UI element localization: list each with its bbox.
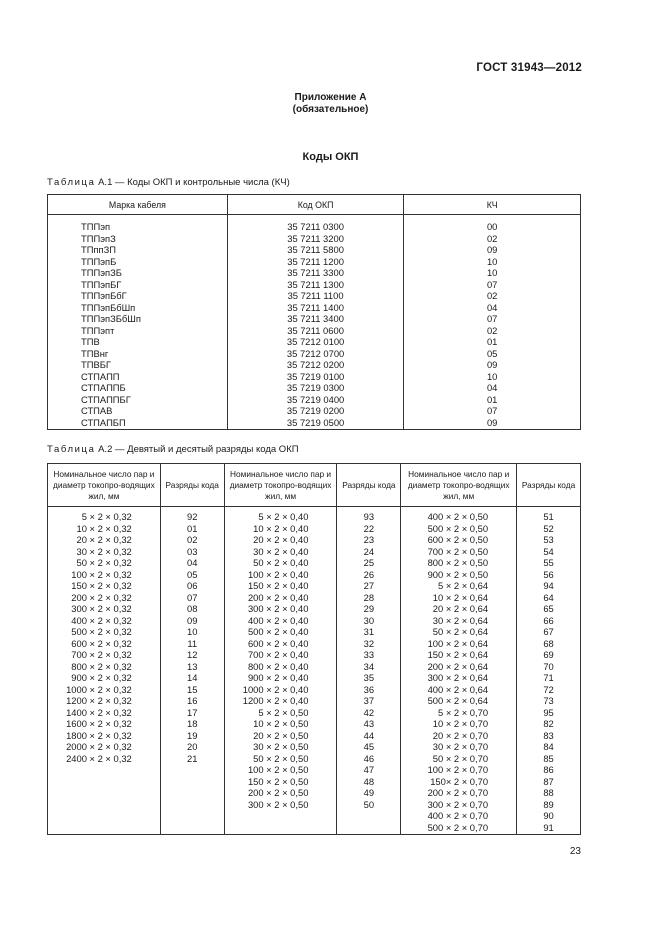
table2-cell: 29 bbox=[337, 603, 401, 615]
table2-cell: 50 × 2 × 0,70 bbox=[401, 753, 517, 765]
table1-cell: 01 bbox=[404, 394, 581, 406]
table2-cell: 300 × 2 × 0,70 bbox=[401, 799, 517, 811]
table1-cell: 01 bbox=[404, 336, 581, 348]
table1-cell: СТПАВ bbox=[48, 405, 228, 417]
table2-cell: 200 × 2 × 0,50 bbox=[224, 787, 337, 799]
table2-cell: 92 bbox=[160, 507, 224, 523]
table2-cell bbox=[224, 810, 337, 822]
table2-cell: 70 bbox=[517, 661, 581, 673]
table-row bbox=[48, 580, 581, 592]
table2-cell: 300 × 2 × 0,50 bbox=[224, 799, 337, 811]
table2-cell: 100 × 2 × 0,70 bbox=[401, 764, 517, 776]
table1-cell: 35 7212 0100 bbox=[227, 336, 404, 348]
table2-cell: 45 bbox=[337, 741, 401, 753]
table1-cell: 35 7211 1400 bbox=[227, 302, 404, 314]
table1-cell: 35 7219 0100 bbox=[227, 371, 404, 383]
table2-cell: 83 bbox=[517, 730, 581, 742]
table1-cell: 35 7219 0300 bbox=[227, 382, 404, 394]
table1-cell: 02 bbox=[404, 325, 581, 337]
table-row bbox=[48, 799, 581, 811]
table-row bbox=[48, 695, 581, 707]
table2-cell: 48 bbox=[337, 776, 401, 788]
annex-title: Приложение А bbox=[294, 92, 367, 103]
table2-cell: 10 bbox=[160, 626, 224, 638]
table2-cell: 27 bbox=[337, 580, 401, 592]
table2-caption bbox=[47, 444, 299, 455]
table2-cell: 56 bbox=[517, 569, 581, 581]
table-row bbox=[48, 557, 581, 569]
table2-cell: 2400 × 2 × 0,32 bbox=[48, 753, 161, 765]
table2-cell: 20 bbox=[160, 741, 224, 753]
table2-cell: 89 bbox=[517, 799, 581, 811]
table1-cell: ТППэпБГ bbox=[48, 279, 228, 291]
table2-cell bbox=[48, 776, 161, 788]
table2-cell: 71 bbox=[517, 672, 581, 684]
table2-cell: 88 bbox=[517, 787, 581, 799]
table2-cell: 43 bbox=[337, 718, 401, 730]
table2-cell bbox=[48, 822, 161, 835]
table1-header-row bbox=[48, 195, 581, 215]
table2-cell bbox=[337, 822, 401, 835]
table2-cell: 11 bbox=[160, 638, 224, 650]
table-row bbox=[48, 615, 581, 627]
annex-heading: Коды ОКП bbox=[302, 151, 359, 163]
table2-cell: 20 × 2 × 0,50 bbox=[224, 730, 337, 742]
table2-caption-text: А.2 — Девятый и десятый разряды кода ОКП bbox=[95, 444, 299, 455]
table2-cell: 36 bbox=[337, 684, 401, 696]
table-row bbox=[48, 672, 581, 684]
table1-caption-label: Таблица bbox=[47, 177, 96, 188]
table2-cell: 400 × 2 × 0,70 bbox=[401, 810, 517, 822]
table1-cell: 07 bbox=[404, 405, 581, 417]
table-row bbox=[48, 233, 581, 245]
table1-cell: ТППэпБбГ bbox=[48, 290, 228, 302]
table2-cell: 91 bbox=[517, 822, 581, 835]
table2-cell: 46 bbox=[337, 753, 401, 765]
table2-cell: 14 bbox=[160, 672, 224, 684]
table2-cell: 94 bbox=[517, 580, 581, 592]
table2-cell: 24 bbox=[337, 546, 401, 558]
table2-cell bbox=[160, 810, 224, 822]
table2-cell: 150× 2 × 0,70 bbox=[401, 776, 517, 788]
table1-cell: СТПАППБ bbox=[48, 382, 228, 394]
table2-cell: 1600 × 2 × 0,32 bbox=[48, 718, 161, 730]
table2-cell: 1800 × 2 × 0,32 bbox=[48, 730, 161, 742]
table1-cell: ТППэпЗБ bbox=[48, 267, 228, 279]
table2-cell: 900 × 2 × 0,40 bbox=[224, 672, 337, 684]
table2-cell: 100 × 2 × 0,40 bbox=[224, 569, 337, 581]
table2-cell: 50 × 2 × 0,64 bbox=[401, 626, 517, 638]
table2-cell: 85 bbox=[517, 753, 581, 765]
table2-cell: 35 bbox=[337, 672, 401, 684]
table2-cell bbox=[48, 810, 161, 822]
table2-cell: 93 bbox=[337, 507, 401, 523]
table-row bbox=[48, 382, 581, 394]
table1-cell: 10 bbox=[404, 267, 581, 279]
table2-cell: 22 bbox=[337, 523, 401, 535]
table2-cell: 900 × 2 × 0,50 bbox=[401, 569, 517, 581]
table2-cell: 90 bbox=[517, 810, 581, 822]
table-row bbox=[48, 523, 581, 535]
table-row bbox=[48, 279, 581, 291]
table-row bbox=[48, 417, 581, 430]
table2-cell: 84 bbox=[517, 741, 581, 753]
table1-cell: 35 7211 1100 bbox=[227, 290, 404, 302]
table2-cell: 700 × 2 × 0,40 bbox=[224, 649, 337, 661]
table2-cell: 67 bbox=[517, 626, 581, 638]
table1-cell: 02 bbox=[404, 233, 581, 245]
table2-cell: 72 bbox=[517, 684, 581, 696]
table-row bbox=[48, 684, 581, 696]
table1-cell: 35 7211 3300 bbox=[227, 267, 404, 279]
table2-header-cell: Номинальное число пар и диаметр токопро-водящих жил, мм bbox=[401, 464, 517, 507]
table2-cell: 1000 × 2 × 0,40 bbox=[224, 684, 337, 696]
table2-cell: 33 bbox=[337, 649, 401, 661]
table2-header-row bbox=[48, 464, 581, 507]
table2-cell: 150 × 2 × 0,40 bbox=[224, 580, 337, 592]
table2-header-cell: Разряды кода bbox=[337, 464, 401, 507]
table2-cell: 64 bbox=[517, 592, 581, 604]
table2-cell: 600 × 2 × 0,50 bbox=[401, 534, 517, 546]
table1-cell: СТПАПП bbox=[48, 371, 228, 383]
table2-cell: 17 bbox=[160, 707, 224, 719]
table2-cell: 01 bbox=[160, 523, 224, 535]
table-row bbox=[48, 394, 581, 406]
table2-cell: 800 × 2 × 0,32 bbox=[48, 661, 161, 673]
table1-cell: ТППэпЗБбШп bbox=[48, 313, 228, 325]
table2-cell: 55 bbox=[517, 557, 581, 569]
table-row bbox=[48, 718, 581, 730]
table1-cell: 35 7219 0400 bbox=[227, 394, 404, 406]
table2-cell: 500 × 2 × 0,40 bbox=[224, 626, 337, 638]
table2-cell: 5 × 2 × 0,70 bbox=[401, 707, 517, 719]
table2-cell: 21 bbox=[160, 753, 224, 765]
table-row bbox=[48, 405, 581, 417]
table2-cell: 04 bbox=[160, 557, 224, 569]
table1-cell: 04 bbox=[404, 302, 581, 314]
table2-cell: 65 bbox=[517, 603, 581, 615]
table2-cell: 1200 × 2 × 0,32 bbox=[48, 695, 161, 707]
table2-cell: 51 bbox=[517, 507, 581, 523]
table-row bbox=[48, 822, 581, 835]
table1-cell: 35 7211 5800 bbox=[227, 244, 404, 256]
table-row bbox=[48, 707, 581, 719]
table-row bbox=[48, 534, 581, 546]
table-row bbox=[48, 313, 581, 325]
table1-cell: 35 7211 1300 bbox=[227, 279, 404, 291]
table2-cell: 08 bbox=[160, 603, 224, 615]
table2-cell: 2000 × 2 × 0,32 bbox=[48, 741, 161, 753]
table2-cell: 100 × 2 × 0,32 bbox=[48, 569, 161, 581]
table-row bbox=[48, 244, 581, 256]
table2-cell: 25 bbox=[337, 557, 401, 569]
table2-cell bbox=[48, 764, 161, 776]
okp-codes-table bbox=[47, 194, 581, 430]
table1-cell: 35 7219 0500 bbox=[227, 417, 404, 430]
code-digits-table bbox=[47, 463, 581, 835]
annex-status: (обязательное) bbox=[292, 104, 369, 115]
table2-cell: 34 bbox=[337, 661, 401, 673]
table2-cell: 50 × 2 × 0,40 bbox=[224, 557, 337, 569]
table1-cell: ТППэп bbox=[48, 215, 228, 233]
table2-cell bbox=[224, 822, 337, 835]
table1-cell: 10 bbox=[404, 371, 581, 383]
table2-cell: 30 × 2 × 0,70 bbox=[401, 741, 517, 753]
table2-cell: 10 × 2 × 0,40 bbox=[224, 523, 337, 535]
table2-cell bbox=[337, 810, 401, 822]
table2-cell: 54 bbox=[517, 546, 581, 558]
table-row bbox=[48, 787, 581, 799]
annex-block bbox=[0, 92, 661, 116]
table1-cell: 35 7211 3200 bbox=[227, 233, 404, 245]
table2-cell: 200 × 2 × 0,70 bbox=[401, 787, 517, 799]
table1-cell: 07 bbox=[404, 279, 581, 291]
table1-header-cell: КЧ bbox=[404, 195, 581, 215]
table2-cell: 600 × 2 × 0,32 bbox=[48, 638, 161, 650]
table-row bbox=[48, 507, 581, 523]
table1-cell: 35 7211 3400 bbox=[227, 313, 404, 325]
table2-cell: 20 × 2 × 0,40 bbox=[224, 534, 337, 546]
table2-cell: 87 bbox=[517, 776, 581, 788]
table-row bbox=[48, 776, 581, 788]
table-row bbox=[48, 753, 581, 765]
table2-cell: 50 × 2 × 0,32 bbox=[48, 557, 161, 569]
table2-cell: 52 bbox=[517, 523, 581, 535]
table2-cell: 200 × 2 × 0,64 bbox=[401, 661, 517, 673]
table1-cell: 00 bbox=[404, 215, 581, 233]
table2-cell: 10 × 2 × 0,70 bbox=[401, 718, 517, 730]
table1-caption bbox=[47, 177, 290, 188]
table2-cell: 30 × 2 × 0,50 bbox=[224, 741, 337, 753]
table1-header-cell: Код ОКП bbox=[227, 195, 404, 215]
table2-cell bbox=[160, 787, 224, 799]
table1-cell: ТППэпБ bbox=[48, 256, 228, 268]
table2-cell: 1200 × 2 × 0,40 bbox=[224, 695, 337, 707]
table2-cell: 900 × 2 × 0,32 bbox=[48, 672, 161, 684]
table2-cell: 28 bbox=[337, 592, 401, 604]
table1-cell: 05 bbox=[404, 348, 581, 360]
table1-body bbox=[48, 215, 581, 430]
table-row bbox=[48, 302, 581, 314]
table2-cell: 600 × 2 × 0,40 bbox=[224, 638, 337, 650]
table2-cell: 02 bbox=[160, 534, 224, 546]
table2-cell: 400 × 2 × 0,50 bbox=[401, 507, 517, 523]
table2-cell: 800 × 2 × 0,40 bbox=[224, 661, 337, 673]
table2-cell bbox=[160, 822, 224, 835]
table2-cell: 68 bbox=[517, 638, 581, 650]
table2-cell: 150 × 2 × 0,50 bbox=[224, 776, 337, 788]
table1-cell: 02 bbox=[404, 290, 581, 302]
table2-cell: 07 bbox=[160, 592, 224, 604]
table-row bbox=[48, 290, 581, 302]
table1-cell: ТППэпт bbox=[48, 325, 228, 337]
table2-cell: 10 × 2 × 0,32 bbox=[48, 523, 161, 535]
table2-cell: 03 bbox=[160, 546, 224, 558]
table1-cell: 09 bbox=[404, 417, 581, 430]
table2-body bbox=[48, 507, 581, 835]
table2-cell: 200 × 2 × 0,40 bbox=[224, 592, 337, 604]
table1-cell: СТПАПБП bbox=[48, 417, 228, 430]
table2-cell: 31 bbox=[337, 626, 401, 638]
table2-cell: 49 bbox=[337, 787, 401, 799]
table1-cell: 35 7212 0700 bbox=[227, 348, 404, 360]
table-row bbox=[48, 359, 581, 371]
table2-cell: 53 bbox=[517, 534, 581, 546]
table-row bbox=[48, 626, 581, 638]
table2-cell: 5 × 2 × 0,32 bbox=[48, 507, 161, 523]
table2-cell: 10 × 2 × 0,50 bbox=[224, 718, 337, 730]
table2-cell: 50 bbox=[337, 799, 401, 811]
table2-cell: 200 × 2 × 0,32 bbox=[48, 592, 161, 604]
table1-cell: 09 bbox=[404, 359, 581, 371]
table2-cell: 500 × 2 × 0,70 bbox=[401, 822, 517, 835]
table1-cell: 09 bbox=[404, 244, 581, 256]
table2-header-cell: Номинальное число пар и диаметр токопро-водящих жил, мм bbox=[48, 464, 161, 507]
table2-header-cell: Номинальное число пар и диаметр токопро-водящих жил, мм bbox=[224, 464, 337, 507]
table2-cell: 50 × 2 × 0,50 bbox=[224, 753, 337, 765]
table2-cell: 150 × 2 × 0,64 bbox=[401, 649, 517, 661]
table2-cell: 19 bbox=[160, 730, 224, 742]
table1-cell: ТПВнг bbox=[48, 348, 228, 360]
table-row bbox=[48, 810, 581, 822]
table1-cell: ТПВБГ bbox=[48, 359, 228, 371]
table2-cell: 100 × 2 × 0,64 bbox=[401, 638, 517, 650]
table2-cell: 23 bbox=[337, 534, 401, 546]
table2-cell: 500 × 2 × 0,50 bbox=[401, 523, 517, 535]
table2-cell: 95 bbox=[517, 707, 581, 719]
table2-cell: 400 × 2 × 0,64 bbox=[401, 684, 517, 696]
table1-cell: 35 7212 0200 bbox=[227, 359, 404, 371]
table2-cell: 5 × 2 × 0,64 bbox=[401, 580, 517, 592]
table2-cell: 30 bbox=[337, 615, 401, 627]
table2-cell: 300 × 2 × 0,64 bbox=[401, 672, 517, 684]
table-row bbox=[48, 649, 581, 661]
table1-cell: 35 7211 1200 bbox=[227, 256, 404, 268]
table1-caption-text: А.1 — Коды ОКП и контрольные числа (КЧ) bbox=[95, 177, 290, 188]
table2-cell: 20 × 2 × 0,32 bbox=[48, 534, 161, 546]
table1-cell: ТППэпБбШп bbox=[48, 302, 228, 314]
table2-header-cell: Разряды кода bbox=[160, 464, 224, 507]
table2-cell: 700 × 2 × 0,32 bbox=[48, 649, 161, 661]
table2-cell: 20 × 2 × 0,64 bbox=[401, 603, 517, 615]
table2-cell: 32 bbox=[337, 638, 401, 650]
table1-cell: 35 7211 0600 bbox=[227, 325, 404, 337]
table-row bbox=[48, 592, 581, 604]
table2-cell: 400 × 2 × 0,40 bbox=[224, 615, 337, 627]
table-row bbox=[48, 638, 581, 650]
table2-header-cell: Разряды кода bbox=[517, 464, 581, 507]
table1-cell: 35 7219 0200 bbox=[227, 405, 404, 417]
table2-cell: 150 × 2 × 0,32 bbox=[48, 580, 161, 592]
table1-header-cell: Марка кабеля bbox=[48, 195, 228, 215]
table2-cell: 20 × 2 × 0,70 bbox=[401, 730, 517, 742]
table-row bbox=[48, 336, 581, 348]
table2-cell: 86 bbox=[517, 764, 581, 776]
table1-cell: 04 bbox=[404, 382, 581, 394]
table2-cell: 100 × 2 × 0,50 bbox=[224, 764, 337, 776]
table2-cell: 16 bbox=[160, 695, 224, 707]
table2-cell: 37 bbox=[337, 695, 401, 707]
table2-cell: 66 bbox=[517, 615, 581, 627]
table2-cell: 300 × 2 × 0,32 bbox=[48, 603, 161, 615]
table2-cell: 10 × 2 × 0,64 bbox=[401, 592, 517, 604]
table-row bbox=[48, 741, 581, 753]
table-row bbox=[48, 256, 581, 268]
table2-cell: 69 bbox=[517, 649, 581, 661]
table2-cell: 09 bbox=[160, 615, 224, 627]
table1-cell: ТПВ bbox=[48, 336, 228, 348]
table1-cell: 35 7211 0300 bbox=[227, 215, 404, 233]
table2-cell: 15 bbox=[160, 684, 224, 696]
table-row bbox=[48, 325, 581, 337]
table-row bbox=[48, 348, 581, 360]
table2-cell: 5 × 2 × 0,50 bbox=[224, 707, 337, 719]
table2-cell: 42 bbox=[337, 707, 401, 719]
table2-cell: 26 bbox=[337, 569, 401, 581]
table-row bbox=[48, 730, 581, 742]
table1-cell: ТППэпЗ bbox=[48, 233, 228, 245]
table-row bbox=[48, 546, 581, 558]
table2-cell: 1400 × 2 × 0,32 bbox=[48, 707, 161, 719]
table-row bbox=[48, 215, 581, 233]
page-number: 23 bbox=[569, 846, 581, 857]
table2-cell bbox=[160, 764, 224, 776]
table2-cell: 1000 × 2 × 0,32 bbox=[48, 684, 161, 696]
table2-cell: 30 × 2 × 0,32 bbox=[48, 546, 161, 558]
table2-cell: 500 × 2 × 0,32 bbox=[48, 626, 161, 638]
table2-caption-label: Таблица bbox=[47, 444, 96, 455]
table2-cell: 500 × 2 × 0,64 bbox=[401, 695, 517, 707]
table2-cell: 400 × 2 × 0,32 bbox=[48, 615, 161, 627]
table2-cell bbox=[160, 799, 224, 811]
table2-cell bbox=[48, 799, 161, 811]
table1-cell: ТПппЗП bbox=[48, 244, 228, 256]
table2-cell: 30 × 2 × 0,40 bbox=[224, 546, 337, 558]
table-row bbox=[48, 764, 581, 776]
table2-cell: 18 bbox=[160, 718, 224, 730]
table1-cell: 07 bbox=[404, 313, 581, 325]
table2-cell bbox=[160, 776, 224, 788]
table-row bbox=[48, 661, 581, 673]
table2-cell: 82 bbox=[517, 718, 581, 730]
table2-cell: 12 bbox=[160, 649, 224, 661]
table2-cell: 73 bbox=[517, 695, 581, 707]
table2-cell: 700 × 2 × 0,50 bbox=[401, 546, 517, 558]
table2-cell: 47 bbox=[337, 764, 401, 776]
table2-cell: 05 bbox=[160, 569, 224, 581]
table2-cell bbox=[48, 787, 161, 799]
table2-cell: 13 bbox=[160, 661, 224, 673]
table-row bbox=[48, 603, 581, 615]
standard-number: ГОСТ 31943—2012 bbox=[476, 62, 582, 74]
table2-cell: 300 × 2 × 0,40 bbox=[224, 603, 337, 615]
table2-cell: 44 bbox=[337, 730, 401, 742]
table1-cell: 10 bbox=[404, 256, 581, 268]
table2-cell: 5 × 2 × 0,40 bbox=[224, 507, 337, 523]
table-row bbox=[48, 267, 581, 279]
table-row bbox=[48, 569, 581, 581]
table2-cell: 06 bbox=[160, 580, 224, 592]
table2-cell: 30 × 2 × 0,64 bbox=[401, 615, 517, 627]
table-row bbox=[48, 371, 581, 383]
table2-cell: 800 × 2 × 0,50 bbox=[401, 557, 517, 569]
table1-cell: СТПАППБГ bbox=[48, 394, 228, 406]
